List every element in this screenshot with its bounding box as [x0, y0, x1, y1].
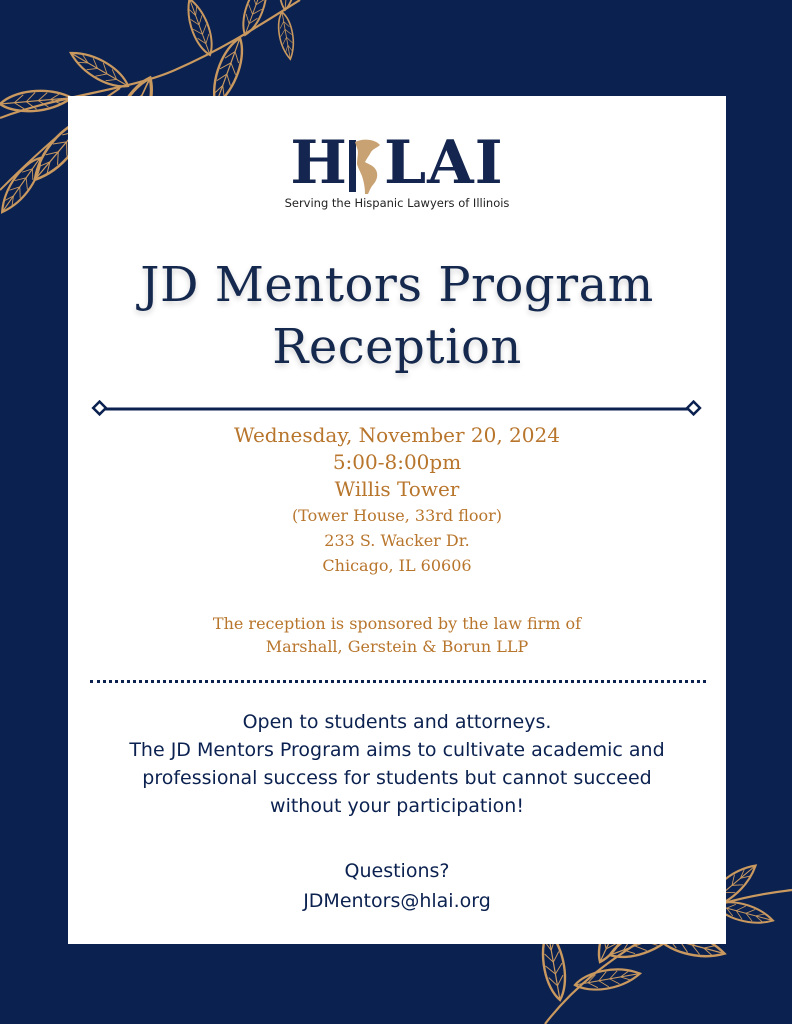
description-line-4: without your participation! — [270, 795, 524, 817]
sponsor-line-2: Marshall, Gerstein & Borun LLP — [265, 637, 529, 656]
event-details — [68, 422, 726, 578]
logo-tagline: Serving the Hispanic Lawyers of Illinois — [284, 196, 510, 210]
logo-letter-h: H — [290, 128, 348, 198]
title-divider — [90, 400, 702, 418]
logo-letters-lai: LAI — [383, 128, 504, 198]
event-room: (Tower House, 33rd floor) — [291, 506, 503, 525]
logo-wordmark — [290, 128, 504, 198]
event-venue: Willis Tower — [334, 477, 460, 501]
description-line-1: Open to students and attorneys. — [242, 711, 552, 733]
event-title — [68, 254, 726, 378]
sponsor-line-1: The reception is sponsored by the law firm of — [212, 614, 582, 633]
event-date: Wednesday, November 20, 2024 — [234, 423, 560, 447]
event-city: Chicago, IL 60606 — [322, 556, 472, 575]
title-line-2: Reception — [272, 319, 522, 375]
description-line-2: The JD Mentors Program aims to cultivate academic and — [129, 739, 665, 761]
contact-info — [68, 856, 726, 916]
dotted-divider — [90, 680, 706, 683]
sponsor-note — [68, 612, 726, 658]
description-line-3: professional success for students but cannot succeed — [142, 767, 652, 789]
hlai-logo — [68, 128, 726, 210]
event-time: 5:00-8:00pm — [332, 450, 462, 474]
contact-email[interactable]: JDMentors@hlai.org — [303, 890, 491, 912]
questions-label: Questions? — [344, 860, 450, 882]
event-street: 233 S. Wacker Dr. — [324, 531, 470, 550]
americas-map-icon — [349, 136, 383, 194]
title-line-1: JD Mentors Program — [140, 257, 654, 313]
program-description — [68, 708, 726, 820]
flyer-card — [68, 96, 726, 944]
